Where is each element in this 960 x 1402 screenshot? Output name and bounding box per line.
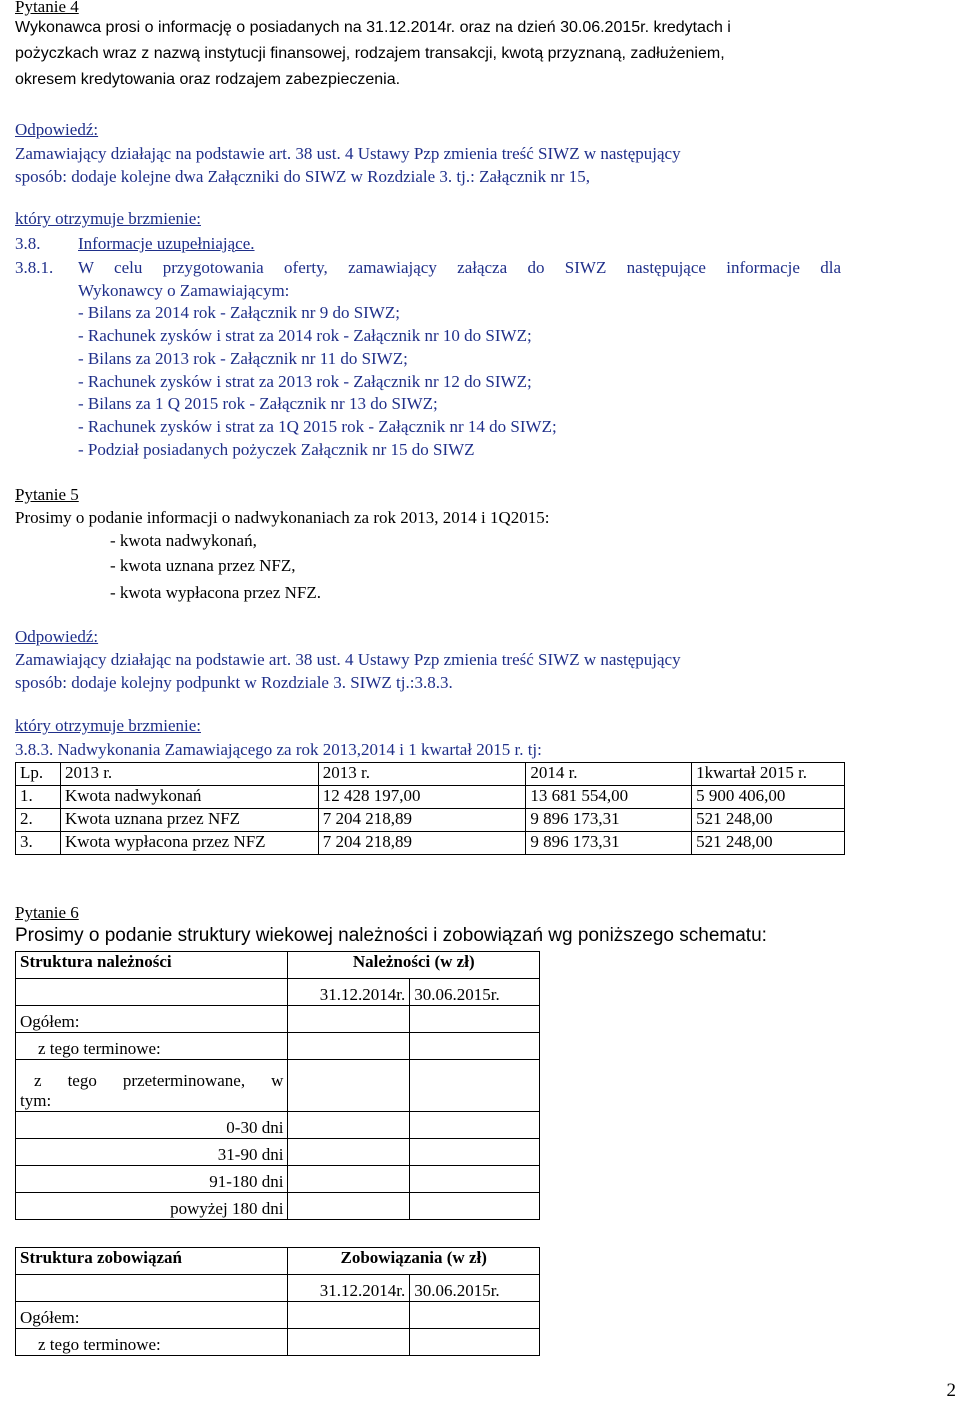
- table-cell: [288, 1006, 410, 1033]
- list-item: - Bilans za 2013 rok - Załącznik nr 11 do SIWZ;: [78, 349, 408, 368]
- table-header-cell: Lp.: [16, 763, 61, 786]
- answer-q4-line-2: sposób: dodaje kolejne dwa Załączniki do SIWZ w Rozdziale 3. tj.: Załącznik nr 15,: [15, 167, 590, 186]
- table-cell: 31-90 dni: [16, 1139, 288, 1166]
- table-row: [16, 1006, 540, 1033]
- table-cell: 12 428 197,00: [318, 786, 526, 809]
- table-cell: z tego terminowe:: [16, 1033, 288, 1060]
- table-row: [16, 1329, 540, 1356]
- list-item: - kwota uznana przez NFZ,: [110, 556, 296, 575]
- list-item: - Rachunek zysków i strat za 2014 rok - Załącznik nr 10 do SIWZ;: [78, 326, 532, 345]
- list-item: - Podział posiadanych pożyczek Załącznik nr 15 do SIWZ: [78, 440, 475, 459]
- table-cell: [288, 1166, 410, 1193]
- table-cell: Kwota nadwykonań: [60, 786, 318, 809]
- table-header-cell: 2013 r.: [318, 763, 526, 786]
- list-item: - kwota wypłacona przez NFZ.: [110, 583, 322, 602]
- table-cell: [288, 1193, 410, 1220]
- table-caption: 3.8.3. Nadwykonania Zamawiającego za rok 2013,2014 i 1 kwartał 2015 r. tj:: [15, 740, 542, 759]
- table-cell: 1.: [16, 786, 61, 809]
- table-cell: [410, 1060, 540, 1112]
- table-header-cell: Struktura należności: [16, 952, 288, 979]
- table-header-cell: 2013 r.: [60, 763, 318, 786]
- question-6-heading: Pytanie 6: [15, 903, 79, 922]
- table-row: [16, 832, 845, 855]
- answer-label-q4: Odpowiedź:: [15, 120, 99, 139]
- table-cell: Ogółem:: [16, 1006, 288, 1033]
- list-item: - Rachunek zysków i strat za 2013 rok - Załącznik nr 12 do SIWZ;: [78, 372, 532, 391]
- question-5-heading: Pytanie 5: [15, 485, 79, 504]
- table-cell: 31.12.2014r.: [288, 979, 410, 1006]
- question-4-line-1: Wykonawca prosi o informację o posiadanych na 31.12.2014r. oraz na dzień 30.06.2015r. kredytach i: [15, 19, 731, 36]
- table-header-row: [16, 763, 845, 786]
- table-cell: [410, 1329, 540, 1356]
- table-cell: 7 204 218,89: [318, 832, 526, 855]
- table-cell: [288, 1033, 410, 1060]
- liabilities-table: [15, 1247, 540, 1356]
- table-cell: [410, 1193, 540, 1220]
- table-row: [16, 1112, 540, 1139]
- table-row: [16, 979, 540, 1006]
- table-row: [16, 1166, 540, 1193]
- receives-label-q4: który otrzymuje brzmienie:: [15, 209, 201, 228]
- table-cell: Ogółem:: [16, 1302, 288, 1329]
- table-cell: [410, 1139, 540, 1166]
- list-item: - kwota nadwykonań,: [110, 531, 257, 550]
- table-cell: 521 248,00: [692, 809, 845, 832]
- subsection-line-2: Wykonawcy o Zamawiającym:: [78, 281, 290, 300]
- table-header-cell: Struktura zobowiązań: [16, 1248, 288, 1275]
- table-row: [16, 1139, 540, 1166]
- table-cell: Kwota uznana przez NFZ: [60, 809, 318, 832]
- table-cell: 9 896 173,31: [526, 809, 692, 832]
- table-header-row: [16, 952, 540, 979]
- table-cell: [410, 1112, 540, 1139]
- table-cell: 30.06.2015r.: [410, 979, 540, 1006]
- table-cell: Kwota wypłacona przez NFZ: [60, 832, 318, 855]
- table-cell: [288, 1060, 410, 1112]
- table-cell: 0-30 dni: [16, 1112, 288, 1139]
- table-cell: 3.: [16, 832, 61, 855]
- section-title: Informacje uzupełniające.: [78, 234, 255, 253]
- answer-q4-line-1: Zamawiający działając na podstawie art. 38 ust. 4 Ustawy Pzp zmienia treść SIWZ w następujący: [15, 144, 681, 163]
- receivables-table: [15, 951, 540, 1220]
- question-6-line: Prosimy o podanie struktury wiekowej należności i zobowiązań wg poniższego schematu:: [15, 925, 767, 946]
- table-header-cell: 1kwartał 2015 r.: [692, 763, 845, 786]
- table-row: [16, 1060, 540, 1112]
- table-cell: [16, 1275, 288, 1302]
- table-cell: [288, 1139, 410, 1166]
- table-cell: 521 248,00: [692, 832, 845, 855]
- table-cell: [410, 1006, 540, 1033]
- question-4-heading: Pytanie 4: [15, 0, 79, 16]
- table-cell: 30.06.2015r.: [410, 1275, 540, 1302]
- answer-label-q5: Odpowiedź:: [15, 627, 99, 646]
- list-item: - Rachunek zysków i strat za 1Q 2015 rok - Załącznik nr 14 do SIWZ;: [78, 417, 557, 436]
- table-header-cell: 2014 r.: [526, 763, 692, 786]
- table-cell: [288, 1329, 410, 1356]
- subsection-line-1: W celu przygotowania oferty, zamawiający załącza do SIWZ następujące informacje dla: [78, 258, 841, 277]
- table-cell: [288, 1112, 410, 1139]
- table-cell: [410, 1033, 540, 1060]
- table-row: [16, 786, 845, 809]
- table-row: [16, 809, 845, 832]
- table-row: [16, 1193, 540, 1220]
- section-number: 3.8.: [15, 234, 41, 253]
- table-cell: [288, 1302, 410, 1329]
- table-row: [16, 1302, 540, 1329]
- question-5-line: Prosimy o podanie informacji o nadwykonaniach za rok 2013, 2014 i 1Q2015:: [15, 508, 550, 527]
- table-cell: [410, 1302, 540, 1329]
- list-item: - Bilans za 2014 rok - Załącznik nr 9 do SIWZ;: [78, 303, 400, 322]
- overperformance-table: [15, 762, 845, 855]
- table-cell: 13 681 554,00: [526, 786, 692, 809]
- table-header-row: [16, 1248, 540, 1275]
- question-4-line-2: pożyczkach wraz z nazwą instytucji finansowej, rodzajem transakcji, kwotą przyznaną, zadłużeniem,: [15, 45, 725, 62]
- overdue-line-1: z tego przeterminowane, w: [34, 1071, 284, 1090]
- table-cell: 9 896 173,31: [526, 832, 692, 855]
- table-cell: 5 900 406,00: [692, 786, 845, 809]
- table-cell: [16, 979, 288, 1006]
- table-cell: [410, 1166, 540, 1193]
- table-row: [16, 1275, 540, 1302]
- table-cell: [16, 1060, 288, 1112]
- list-item: - Bilans za 1 Q 2015 rok - Załącznik nr 13 do SIWZ;: [78, 394, 438, 413]
- page-number: 2: [946, 1380, 956, 1401]
- table-header-cell: Zobowiązania (w zł): [288, 1248, 540, 1275]
- table-cell: 91-180 dni: [16, 1166, 288, 1193]
- overdue-line-2: tym:: [20, 1091, 52, 1110]
- question-4-line-3: okresem kredytowania oraz rodzajem zabezpieczenia.: [15, 71, 401, 88]
- answer-q5-line-2: sposób: dodaje kolejny podpunkt w Rozdziale 3. SIWZ tj.:3.8.3.: [15, 673, 453, 692]
- receives-label-q5: który otrzymuje brzmienie:: [15, 716, 201, 735]
- table-cell: 7 204 218,89: [318, 809, 526, 832]
- answer-q5-line-1: Zamawiający działając na podstawie art. 38 ust. 4 Ustawy Pzp zmienia treść SIWZ w następujący: [15, 650, 681, 669]
- subsection-number: 3.8.1.: [15, 258, 54, 277]
- table-cell: 2.: [16, 809, 61, 832]
- table-header-cell: Należności (w zł): [288, 952, 540, 979]
- table-cell: 31.12.2014r.: [288, 1275, 410, 1302]
- table-cell: z tego terminowe:: [16, 1329, 288, 1356]
- table-cell: powyżej 180 dni: [16, 1193, 288, 1220]
- table-row: [16, 1033, 540, 1060]
